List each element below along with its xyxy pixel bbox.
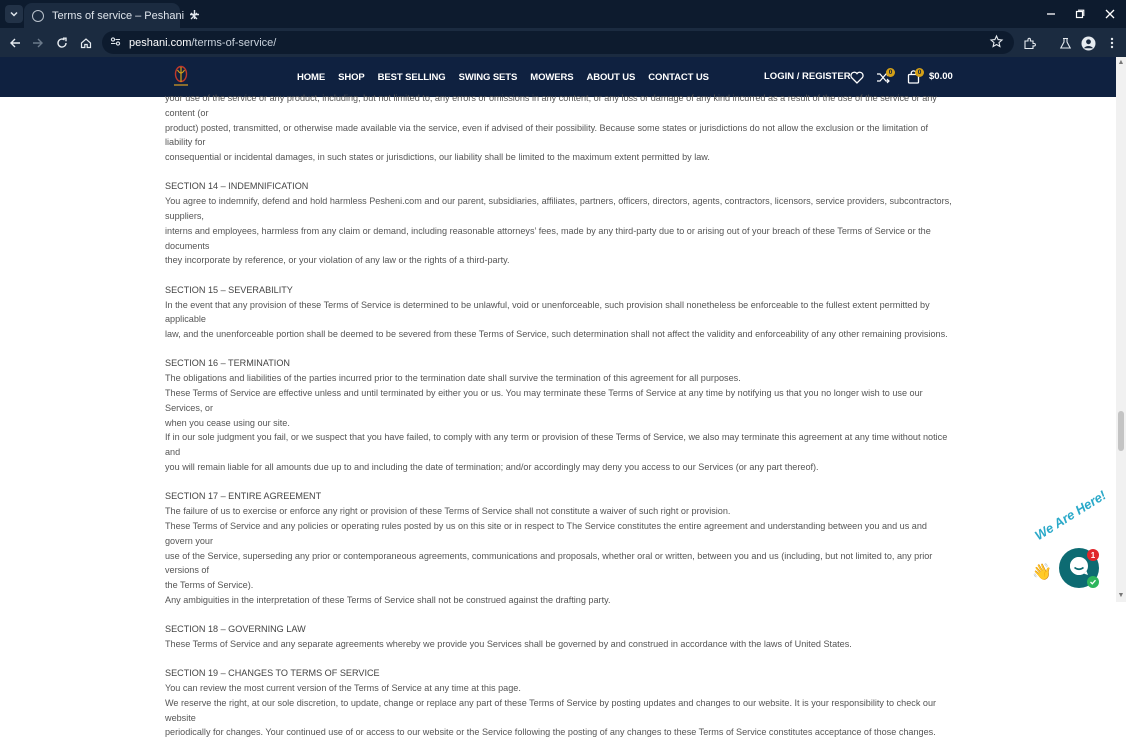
- site-logo[interactable]: [170, 65, 192, 89]
- nav-best-selling[interactable]: BEST SELLING: [377, 71, 446, 83]
- forward-arrow-icon[interactable]: [29, 34, 47, 52]
- nav-shop[interactable]: SHOP: [338, 71, 365, 83]
- cart-total[interactable]: $0.00: [929, 71, 953, 82]
- cart-count-badge: 0: [915, 68, 924, 77]
- section-17-title: SECTION 17 – ENTIRE AGREEMENT: [165, 491, 322, 502]
- paragraph-line: These Terms of Service and any separate agreements whereby we provide you Services shall be governed by and construed in accordance with the laws of United States.: [165, 639, 852, 649]
- login-register-link[interactable]: LOGIN / REGISTER: [764, 71, 851, 82]
- chat-label[interactable]: We Are Here!: [1032, 487, 1109, 543]
- paragraph-line: You agree to indemnify, defend and hold harmless Pesheni.com and our parent, subsidiaries, affiliates, partners, officers, directors, agents, contractors, licensors, service providers, subcontractors, suppliers,: [165, 196, 952, 222]
- paragraph-line: when you cease using our site.: [165, 417, 290, 428]
- globe-icon: [32, 10, 44, 22]
- paragraph-line: they incorporate by reference, or your violation of any law or the rights of a third-party.: [165, 255, 510, 266]
- paragraph-line: If in our sole judgment you fail, or we suspect that you have failed, to comply with any term or provision of these Terms of Service, we also may terminate this agreement at any time without notice and: [165, 432, 948, 458]
- check-icon: [1087, 576, 1099, 588]
- paragraph-line: interns and employees, harmless from any claim or demand, including reasonable attorneys’ fees, made by any third-party due to or arising out of your breach of these Terms of Service or the documents: [165, 225, 931, 251]
- window-close-icon[interactable]: [1102, 6, 1118, 22]
- browser-toolbar: [0, 28, 1126, 57]
- nav-about-us[interactable]: ABOUT US: [586, 71, 636, 83]
- paragraph-line: These Terms of Service and any policies or operating rules posted by us on this site or in respect to The Service constitutes the entire agreement and understanding between you and us and govern your: [165, 520, 927, 546]
- chat-unread-badge: 1: [1087, 549, 1099, 561]
- paragraph-line: We reserve the right, at our sole discretion, to update, change or replace any part of these Terms of Service by posting updates and changes to our website. It is your responsibility to check our website: [165, 697, 937, 723]
- page-scrollbar[interactable]: [1116, 57, 1126, 602]
- heart-icon[interactable]: [849, 69, 865, 85]
- tab-search-icon[interactable]: [5, 5, 23, 23]
- labs-icon[interactable]: [1056, 34, 1074, 52]
- scrollbar-thumb[interactable]: [1118, 411, 1124, 451]
- section-15-title: SECTION 15 – SEVERABILITY: [165, 284, 293, 295]
- scroll-up-arrow-icon[interactable]: ▲: [1117, 59, 1125, 66]
- paragraph-line: periodically for changes. Your continued use of or access to our website or the Service following the posting of any changes to these Terms of Service constitutes acceptance of those changes.: [165, 727, 936, 738]
- compare-count-badge: 0: [886, 68, 895, 77]
- minimize-icon[interactable]: [1043, 6, 1059, 22]
- tab-title: Terms of service – Peshani: [52, 9, 185, 22]
- paragraph-line: Any ambiguities in the interpretation of these Terms of Service shall not be construed against the drafting party.: [165, 594, 611, 605]
- home-icon[interactable]: [77, 34, 95, 52]
- waving-hand-icon: 👋: [1032, 564, 1052, 581]
- plus-icon[interactable]: [186, 6, 202, 22]
- browser-tab[interactable]: [24, 3, 185, 28]
- paragraph-line: The obligations and liabilities of the parties incurred prior to the termination date shall survive the termination of this agreement for all purposes.: [165, 373, 741, 384]
- url-text: peshani.com/terms-of-service/: [129, 36, 277, 49]
- maximize-icon[interactable]: [1072, 6, 1088, 22]
- back-arrow-icon[interactable]: [6, 34, 24, 52]
- paragraph-line: consequential or incidental damages, in such states or jurisdictions, our liability shall be limited to the maximum extent permitted by law.: [165, 152, 710, 163]
- paragraph-line: you will remain liable for all amounts due up to and including the date of termination; and/or accordingly may deny you access to our Services (or any part thereof).: [165, 462, 819, 473]
- section-18-title: SECTION 18 – GOVERNING LAW: [165, 624, 306, 635]
- menu-dots-icon[interactable]: [1103, 34, 1121, 52]
- star-icon[interactable]: [990, 35, 1004, 49]
- paragraph-line: your use of the service or any product, including, but not limited to, any errors or omissions in any content, or any loss or damage of any kind incurred as a result of the use of the service or any content (or: [165, 93, 937, 118]
- nav-swing-sets[interactable]: SWING SETS: [458, 71, 518, 83]
- paragraph-line: These Terms of Service are effective unless and until terminated by either you or us. You may terminate these Terms of Service at any time by notifying us that you no longer wish to use our Services, or: [165, 388, 923, 413]
- section-19-title: SECTION 19 – CHANGES TO TERMS OF SERVICE: [165, 668, 380, 679]
- nav-contact-us[interactable]: CONTACT US: [648, 71, 709, 83]
- paragraph-line: The failure of us to exercise or enforce any right or provision of these Terms of Service shall not constitute a waiver of such right or provision.: [165, 506, 731, 517]
- extensions-icon[interactable]: [1020, 34, 1038, 52]
- paragraph-line: You can review the most current version of the Terms of Service at any time at this page.: [165, 683, 521, 694]
- scroll-down-arrow-icon[interactable]: ▼: [1117, 592, 1125, 599]
- nav-mowers[interactable]: MOWERS: [530, 71, 574, 83]
- section-16-title: SECTION 16 – TERMINATION: [165, 358, 290, 369]
- nav-home[interactable]: HOME: [297, 71, 326, 83]
- paragraph-line: In the event that any provision of these Terms of Service is determined to be unlawful, void or unenforceable, such provision shall nonetheless be enforceable to the fullest extent permitted by applicable: [165, 299, 930, 325]
- site-info-icon[interactable]: [110, 34, 121, 52]
- terms-content: [165, 91, 955, 740]
- profile-icon[interactable]: [1079, 34, 1097, 52]
- paragraph-line: the Terms of Service).: [165, 580, 254, 591]
- paragraph-line: product) posted, transmitted, or otherwise made available via the service, even if advised of their possibility. Because some states or jurisdictions do not allow the exclusion or the limitation of liability for: [165, 122, 929, 148]
- paragraph-line: use of the Service, superseding any prior or contemporaneous agreements, communications and proposals, whether oral or written, between you and us (including, but not limited to, any prior versions of: [165, 550, 933, 576]
- browser-tab-bar: [0, 0, 1126, 28]
- section-14-title: SECTION 14 – INDEMNIFICATION: [165, 181, 309, 192]
- paragraph-line: law, and the unenforceable portion shall be deemed to be severed from these Terms of Service, such determination shall not affect the validity and enforceability of any other remaining provisions.: [165, 329, 948, 340]
- address-bar[interactable]: [102, 31, 1014, 54]
- reload-icon[interactable]: [53, 34, 71, 52]
